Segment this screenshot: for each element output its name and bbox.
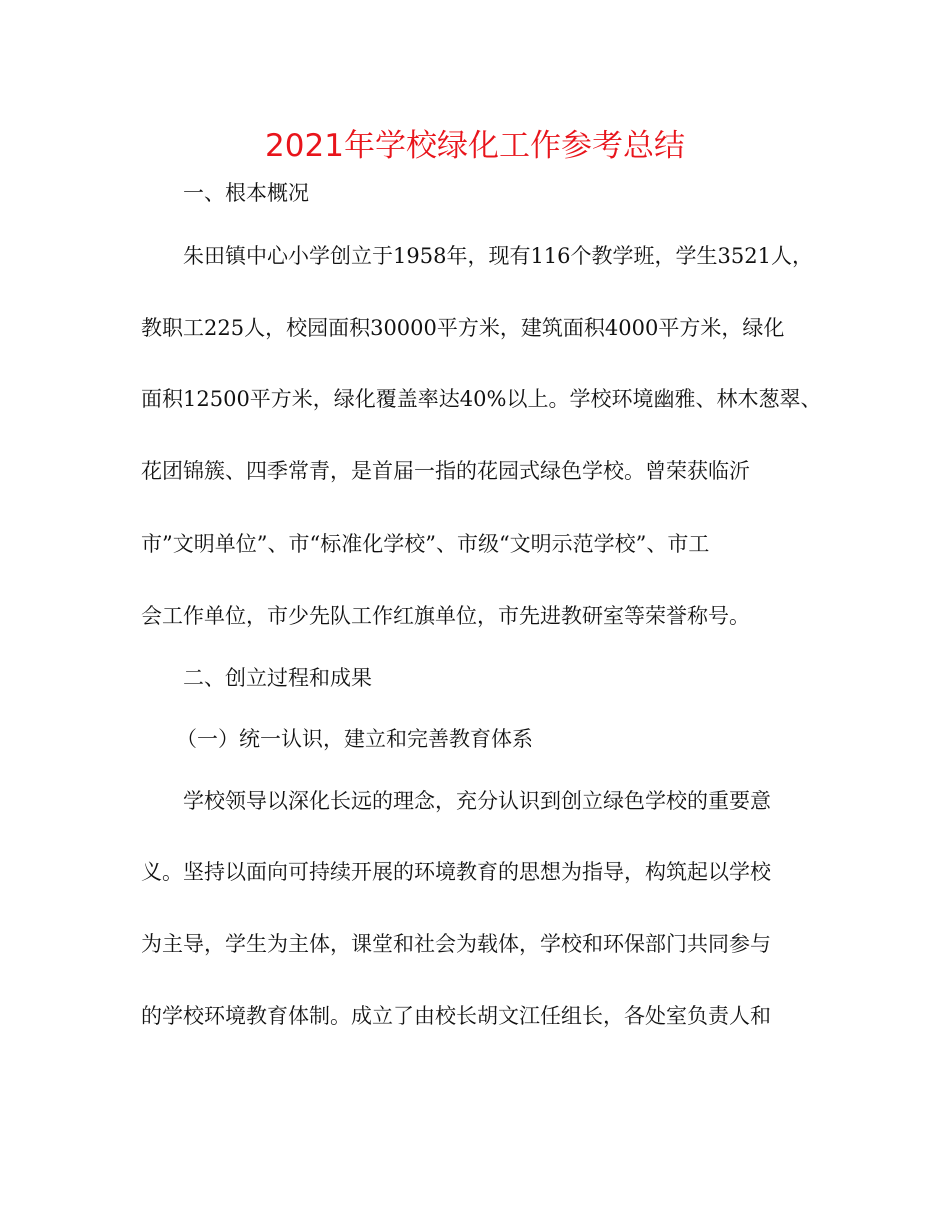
paragraph-line: 教职工225人，校园面积30000平方米，建筑面积4000平方米，绿化	[141, 316, 785, 340]
paragraph-line: 朱田镇中心小学创立于1958年，现有116个教学班，学生3521人，	[183, 244, 813, 268]
paragraph-line: 花团锦簇、四季常青，是首届一指的花园式绿色学校。曾荣获临沂	[141, 459, 750, 483]
paragraph-line: 面积12500平方米，绿化覆盖率达40%以上。学校环境幽雅、林木葱翠、	[141, 387, 822, 411]
subsection-heading: （一）统一认识，建立和完善教育体系	[176, 727, 533, 751]
section-heading-basic-overview: 一、根本概况	[183, 181, 309, 205]
paragraph-line: 市”文明单位”、市“标准化学校”、市级“文明示范学校”、市工	[141, 532, 710, 556]
section-heading-process-results: 二、创立过程和成果	[183, 666, 372, 690]
paragraph-line: 的学校环境教育体制。成立了由校长胡文江任组长，各处室负责人和	[141, 1004, 771, 1028]
paragraph-line: 义。坚持以面向可持续开展的环境教育的思想为指导，构筑起以学校	[141, 860, 771, 884]
paragraph-line: 会工作单位，市少先队工作红旗单位，市先进教研室等荣誉称号。	[141, 604, 750, 628]
paragraph-line: 学校领导以深化长远的理念，充分认识到创立绿色学校的重要意	[183, 789, 771, 813]
document-title: 2021年学校绿化工作参考总结	[265, 128, 685, 164]
paragraph-line: 为主导，学生为主体，课堂和社会为载体，学校和环保部门共同参与	[141, 932, 771, 956]
